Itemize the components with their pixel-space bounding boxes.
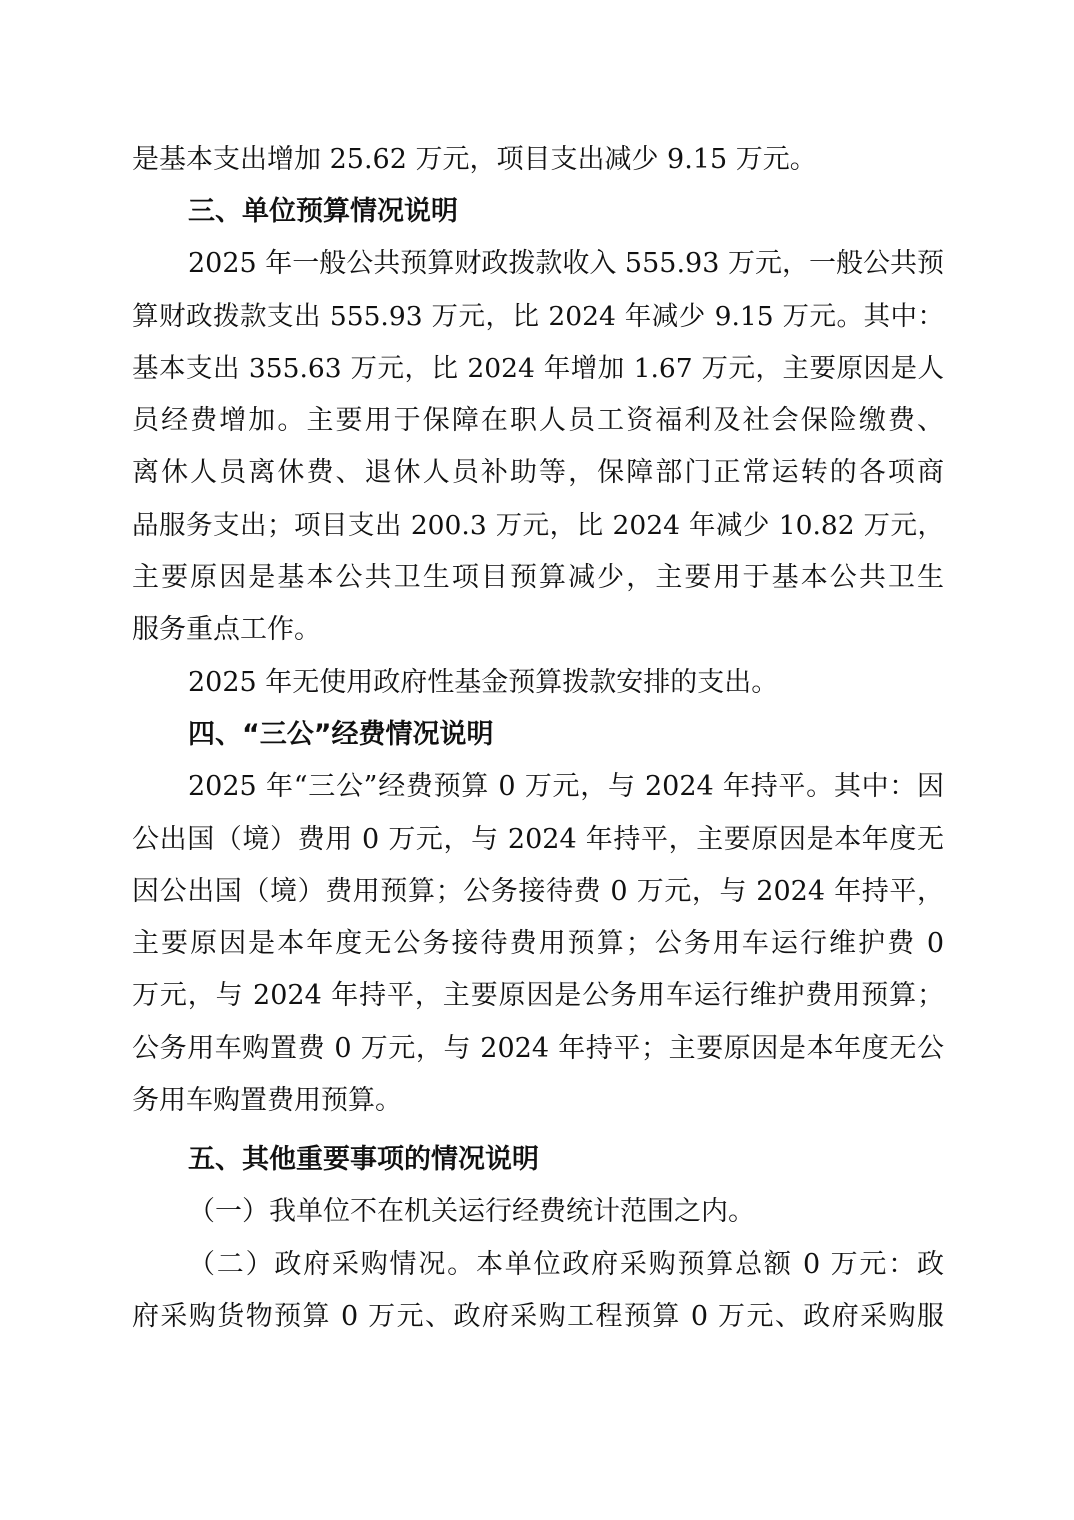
paragraph-line: 府采购货物预算 0 万元、政府采购工程预算 0 万元、政府采购服 [132,1301,944,1332]
section-heading-unit-budget: 三、单位预算情况说明 [188,196,458,227]
paragraph-line: 主要原因是本年度无公务接待费用预算；公务用车运行维护费 0 [132,928,944,959]
section-heading-other-matters: 五、其他重要事项的情况说明 [188,1144,539,1175]
paragraph-line: 2025 年“三公”经费预算 0 万元，与 2024 年持平。其中：因 [188,771,944,802]
paragraph-line: 算财政拨款支出 555.93 万元，比 2024 年减少 9.15 万元。其中： [132,301,944,332]
paragraph-line: 是基本支出增加 25.62 万元，项目支出减少 9.15 万元。 [132,144,817,175]
paragraph-line: 员经费增加。主要用于保障在职人员工资福利及社会保险缴费、 [132,405,944,436]
paragraph-line: 服务重点工作。 [132,614,321,645]
paragraph-line: （二）政府采购情况。本单位政府采购预算总额 0 万元：政 [188,1249,944,1280]
paragraph-line: 2025 年一般公共预算财政拨款收入 555.93 万元，一般公共预 [188,248,944,279]
paragraph-line: 离休人员离休费、退休人员补助等，保障部门正常运转的各项商 [132,457,944,488]
section-heading-three-public-expenses: 四、“三公”经费情况说明 [188,719,494,750]
paragraph-line: 公务用车购置费 0 万元，与 2024 年持平；主要原因是本年度无公 [132,1033,944,1064]
paragraph-line: 务用车购置费用预算。 [132,1085,402,1116]
paragraph-line: 因公出国（境）费用预算；公务接待费 0 万元，与 2024 年持平， [132,876,944,907]
paragraph-line: 品服务支出；项目支出 200.3 万元，比 2024 年减少 10.82 万元， [132,510,944,541]
paragraph-line: 基本支出 355.63 万元，比 2024 年增加 1.67 万元，主要原因是人 [132,353,944,384]
paragraph-line: 2025 年无使用政府性基金预算拨款安排的支出。 [188,667,779,698]
paragraph-line: 主要原因是基本公共卫生项目预算减少，主要用于基本公共卫生 [132,562,944,593]
paragraph-line: （一）我单位不在机关运行经费统计范围之内。 [188,1196,755,1227]
paragraph-line: 公出国（境）费用 0 万元，与 2024 年持平，主要原因是本年度无 [132,824,944,855]
paragraph-line: 万元，与 2024 年持平，主要原因是公务用车运行维护费用预算； [132,980,944,1011]
